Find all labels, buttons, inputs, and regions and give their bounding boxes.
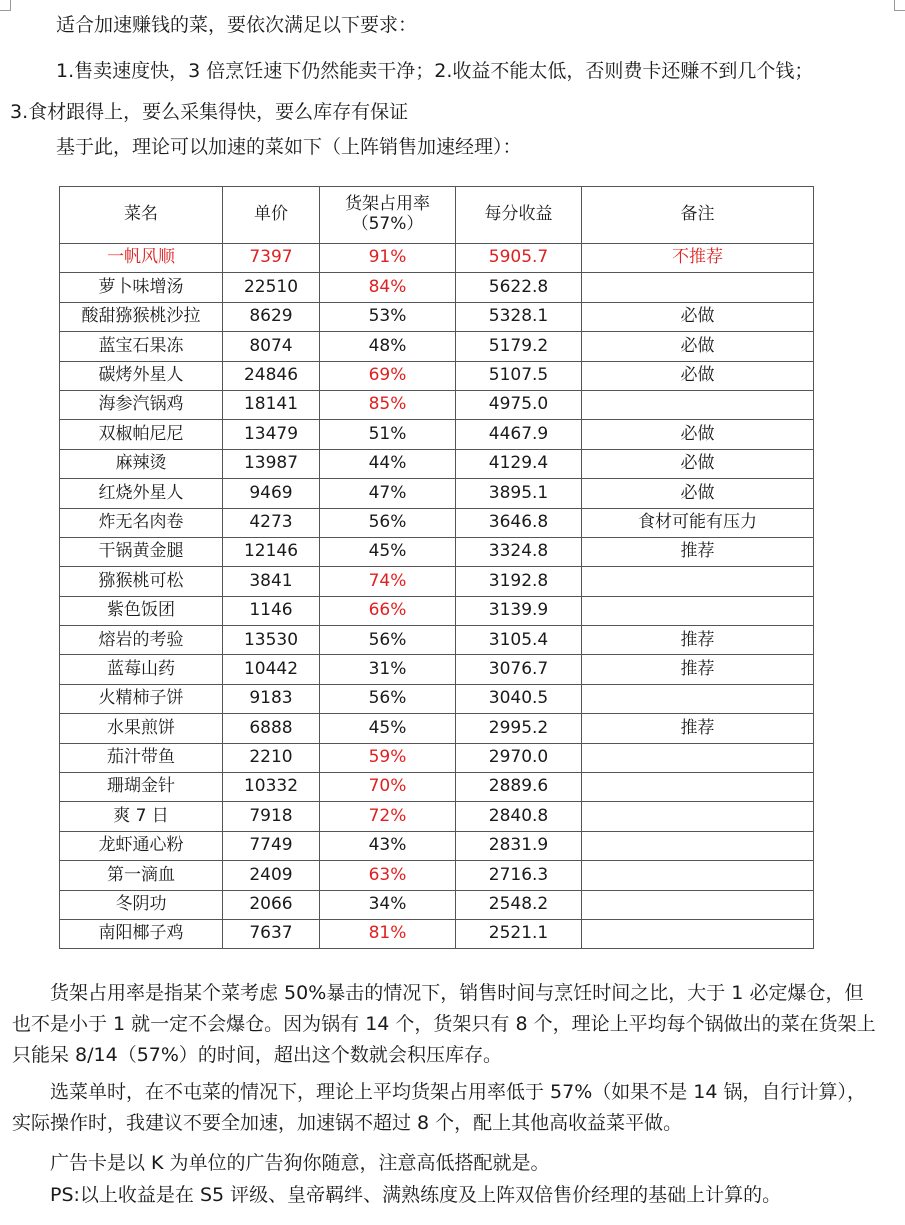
cell-shelf-rate: 91% [320, 244, 456, 273]
cell-income-per-minute: 2840.8 [456, 802, 582, 831]
cell-note [582, 831, 814, 860]
cell-unit-price: 10442 [223, 655, 320, 684]
cell-shelf-rate: 43% [320, 831, 456, 860]
cell-note [582, 743, 814, 772]
cell-dish-name: 第一滴血 [60, 861, 223, 890]
cell-note: 必做 [582, 302, 814, 331]
cell-dish-name: 火精柿子饼 [60, 684, 223, 713]
cell-shelf-rate: 45% [320, 537, 456, 566]
cell-shelf-rate: 59% [320, 743, 456, 772]
cell-income-per-minute: 4129.4 [456, 449, 582, 478]
header-note: 备注 [582, 187, 814, 244]
cell-note [582, 773, 814, 802]
table-row [60, 302, 814, 331]
cell-note: 必做 [582, 449, 814, 478]
intro-line-1: 适合加速赚钱的菜，要依次满足以下要求： [56, 14, 418, 36]
cell-note: 不推荐 [582, 244, 814, 273]
cell-income-per-minute: 2970.0 [456, 743, 582, 772]
cell-dish-name: 海参汽锅鸡 [60, 390, 223, 419]
cell-income-per-minute: 3646.8 [456, 508, 582, 537]
cell-shelf-rate: 44% [320, 449, 456, 478]
cell-dish-name: 红烧外星人 [60, 479, 223, 508]
header-unit-price: 单价 [223, 187, 320, 244]
cell-note: 推荐 [582, 655, 814, 684]
cell-unit-price: 9469 [223, 479, 320, 508]
table-row [60, 919, 814, 948]
header-shelf-rate-line2: （57%） [351, 214, 424, 234]
cell-unit-price: 13530 [223, 626, 320, 655]
cell-shelf-rate: 45% [320, 714, 456, 743]
cell-shelf-rate: 66% [320, 596, 456, 625]
cell-note: 必做 [582, 332, 814, 361]
cell-income-per-minute: 2995.2 [456, 714, 582, 743]
cell-unit-price: 13987 [223, 449, 320, 478]
cell-dish-name: 蓝莓山药 [60, 655, 223, 684]
table-row [60, 390, 814, 419]
cell-note [582, 802, 814, 831]
cell-income-per-minute: 2831.9 [456, 831, 582, 860]
cell-dish-name: 碳烤外星人 [60, 361, 223, 390]
cell-shelf-rate: 48% [320, 332, 456, 361]
cell-shelf-rate: 72% [320, 802, 456, 831]
cell-income-per-minute: 3040.5 [456, 684, 582, 713]
cell-unit-price: 2066 [223, 890, 320, 919]
cell-note: 食材可能有压力 [582, 508, 814, 537]
cell-income-per-minute: 2548.2 [456, 890, 582, 919]
table-row [60, 420, 814, 449]
cell-shelf-rate: 74% [320, 567, 456, 596]
cell-unit-price: 7637 [223, 919, 320, 948]
cell-unit-price: 7397 [223, 244, 320, 273]
cell-unit-price: 8629 [223, 302, 320, 331]
table-row [60, 449, 814, 478]
cell-income-per-minute: 2889.6 [456, 773, 582, 802]
cell-income-per-minute: 4975.0 [456, 390, 582, 419]
cell-note: 必做 [582, 361, 814, 390]
intro-line-4: 基于此，理论可以加速的菜如下（上阵销售加速经理）： [56, 136, 522, 158]
cell-shelf-rate: 51% [320, 420, 456, 449]
footer-paragraph-ps: PS:以上收益是在 S5 评级、皇帝羁绊、满熟练度及上阵双倍售价经理的基础上计算的。 [50, 1184, 782, 1206]
cell-note [582, 596, 814, 625]
table-row [60, 626, 814, 655]
cell-unit-price: 7918 [223, 802, 320, 831]
table-row [60, 655, 814, 684]
cell-unit-price: 3841 [223, 567, 320, 596]
header-dish-name: 菜名 [60, 187, 223, 244]
cell-dish-name: 麻辣烫 [60, 449, 223, 478]
cell-income-per-minute: 5179.2 [456, 332, 582, 361]
intro-line-3: 3.食材跟得上，要么采集得快，要么库存有保证 [10, 101, 409, 123]
cell-dish-name: 一帆风顺 [60, 244, 223, 273]
table-row [60, 684, 814, 713]
table-row [60, 831, 814, 860]
table-row [60, 714, 814, 743]
cell-shelf-rate: 85% [320, 390, 456, 419]
header-shelf-rate-line1: 货架占用率 [345, 194, 430, 215]
table-row [60, 861, 814, 890]
cell-income-per-minute: 3192.8 [456, 567, 582, 596]
cell-unit-price: 22510 [223, 273, 320, 302]
table-row [60, 244, 814, 273]
cell-note: 必做 [582, 479, 814, 508]
cell-dish-name: 紫色饭团 [60, 596, 223, 625]
cell-dish-name: 萝卜味增汤 [60, 273, 223, 302]
cell-income-per-minute: 2521.1 [456, 919, 582, 948]
cell-income-per-minute: 5328.1 [456, 302, 582, 331]
footer-paragraph-ad-card: 广告卡是以 K 为单位的广告狗你随意，注意高低搭配就是。 [50, 1152, 550, 1174]
cell-dish-name: 熔岩的考验 [60, 626, 223, 655]
page-corner-mark-left [0, 0, 11, 11]
cell-dish-name: 猕猴桃可松 [60, 567, 223, 596]
header-shelf-rate [320, 187, 456, 244]
cell-income-per-minute: 3895.1 [456, 479, 582, 508]
cell-shelf-rate: 69% [320, 361, 456, 390]
table-row [60, 567, 814, 596]
cell-dish-name: 冬阴功 [60, 890, 223, 919]
cell-note: 推荐 [582, 714, 814, 743]
cell-note [582, 567, 814, 596]
table-row [60, 802, 814, 831]
table-header-row [60, 187, 814, 244]
cell-unit-price: 10332 [223, 773, 320, 802]
cell-unit-price: 6888 [223, 714, 320, 743]
cell-unit-price: 7749 [223, 831, 320, 860]
cell-shelf-rate: 81% [320, 919, 456, 948]
table-row [60, 596, 814, 625]
cell-note: 推荐 [582, 626, 814, 655]
table-row [60, 479, 814, 508]
cell-shelf-rate: 56% [320, 626, 456, 655]
cell-note: 必做 [582, 420, 814, 449]
cell-note [582, 273, 814, 302]
table-row [60, 273, 814, 302]
cell-note [582, 919, 814, 948]
cell-note [582, 684, 814, 713]
cell-shelf-rate: 31% [320, 655, 456, 684]
table-body [60, 244, 814, 949]
cell-shelf-rate: 56% [320, 508, 456, 537]
cell-unit-price: 8074 [223, 332, 320, 361]
cell-dish-name: 炸无名肉卷 [60, 508, 223, 537]
cell-unit-price: 18141 [223, 390, 320, 419]
footer-paragraph-menu-selection: 选菜单时，在不屯菜的情况下，理论上平均货架占用率低于 57%（如果不是 14 锅，自行计算），实际操作时，我建议不要全加速，加速锅不超过 8 个，配上其他高收益菜平做。 [12, 1081, 867, 1134]
cell-income-per-minute: 4467.9 [456, 420, 582, 449]
table-row [60, 537, 814, 566]
cell-dish-name: 珊瑚金针 [60, 773, 223, 802]
cell-unit-price: 4273 [223, 508, 320, 537]
table-row [60, 361, 814, 390]
cell-unit-price: 2409 [223, 861, 320, 890]
dish-table [59, 186, 814, 949]
table-row [60, 743, 814, 772]
table-row [60, 890, 814, 919]
cell-income-per-minute: 5905.7 [456, 244, 582, 273]
cell-note [582, 890, 814, 919]
cell-shelf-rate: 63% [320, 861, 456, 890]
cell-dish-name: 茄汁带鱼 [60, 743, 223, 772]
cell-unit-price: 13479 [223, 420, 320, 449]
cell-unit-price: 24846 [223, 361, 320, 390]
cell-dish-name: 爽 7 日 [60, 802, 223, 831]
cell-unit-price: 1146 [223, 596, 320, 625]
cell-unit-price: 12146 [223, 537, 320, 566]
cell-shelf-rate: 70% [320, 773, 456, 802]
cell-income-per-minute: 3076.7 [456, 655, 582, 684]
cell-dish-name: 酸甜猕猴桃沙拉 [60, 302, 223, 331]
cell-income-per-minute: 3324.8 [456, 537, 582, 566]
cell-dish-name: 龙虾通心粉 [60, 831, 223, 860]
cell-note [582, 861, 814, 890]
cell-dish-name: 蓝宝石果冻 [60, 332, 223, 361]
table-row [60, 773, 814, 802]
cell-dish-name: 水果煎饼 [60, 714, 223, 743]
cell-income-per-minute: 3139.9 [456, 596, 582, 625]
cell-shelf-rate: 34% [320, 890, 456, 919]
cell-income-per-minute: 2716.3 [456, 861, 582, 890]
cell-dish-name: 双椒帕尼尼 [60, 420, 223, 449]
cell-unit-price: 9183 [223, 684, 320, 713]
cell-income-per-minute: 5622.8 [456, 273, 582, 302]
cell-shelf-rate: 53% [320, 302, 456, 331]
cell-shelf-rate: 84% [320, 273, 456, 302]
intro-line-2: 1.售卖速度快，3 倍烹饪速下仍然能卖干净；2.收益不能太低，否则费卡还赚不到几个钱； [56, 60, 814, 82]
cell-income-per-minute: 3105.4 [456, 626, 582, 655]
cell-unit-price: 2210 [223, 743, 320, 772]
cell-income-per-minute: 5107.5 [456, 361, 582, 390]
table-row [60, 508, 814, 537]
cell-shelf-rate: 56% [320, 684, 456, 713]
cell-shelf-rate: 47% [320, 479, 456, 508]
footer-paragraph-shelf-rate: 货架占用率是指某个菜考虑 50%暴击的情况下，销售时间与烹饪时间之比，大于 1 必定爆仓，但也不是小于 1 就一定不会爆仓。因为锅有 14 个，货架只有 8 个，理论上平均每个锅做出的菜在货架上只能呆 8/14（57%）的时间，超出这个数就会积压库存。 [12, 982, 876, 1066]
cell-note: 推荐 [582, 537, 814, 566]
cell-dish-name: 南阳椰子鸡 [60, 919, 223, 948]
header-income-per-minute: 每分收益 [456, 187, 582, 244]
cell-dish-name: 干锅黄金腿 [60, 537, 223, 566]
table-row [60, 332, 814, 361]
cell-note [582, 390, 814, 419]
